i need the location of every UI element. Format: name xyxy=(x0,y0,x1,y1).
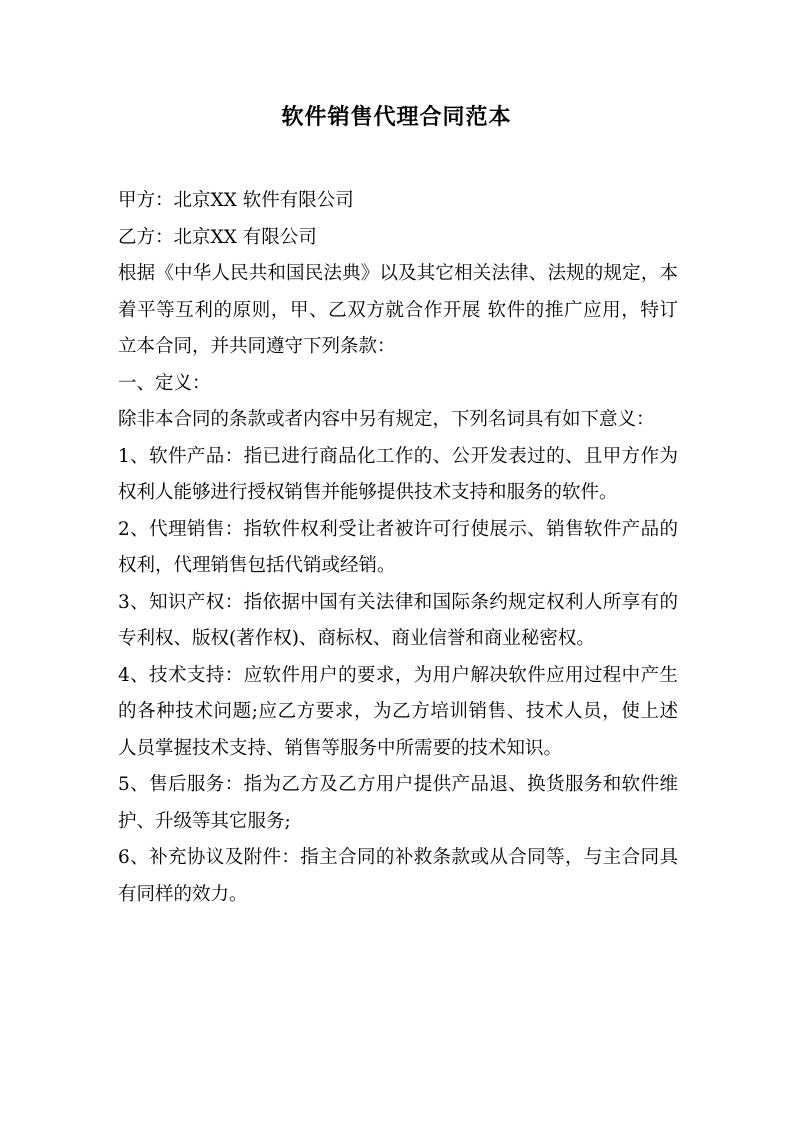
definition-item-6: 6、补充协议及附件：指主合同的补救条款或从合同等，与主合同具有同样的效力。 xyxy=(118,847,678,905)
definition-item-2: 2、代理销售：指软件权利受让者被许可行使展示、销售软件产品的权利，代理销售包括代销或经销。 xyxy=(118,518,678,576)
party-a-line: 甲方：北京XX 软件有限公司 xyxy=(118,190,354,211)
definition-item-5: 5、售后服务：指为乙方及乙方用户提供产品退、换货服务和软件维护、升级等其它服务; xyxy=(118,774,678,832)
section-heading-definitions: 一、定义： xyxy=(118,372,211,394)
document-body xyxy=(118,183,678,913)
definition-item-4: 4、技术支持：应软件用户的要求，为用户解决软件应用过程中产生的各种技术问题;应乙方要求，为乙方培训销售、技术人员，使上述人员掌握技术支持、销售等服务中所需要的技术知识。 xyxy=(118,664,678,759)
definition-item-3: 3、知识产权：指依据中国有关法律和国际条约规定权利人所享有的专利权、版权(著作权)、商标权、商业信誉和商业秘密权。 xyxy=(118,591,678,649)
document-title: 软件销售代理合同范本 xyxy=(281,104,512,130)
definitions-intro: 除非本合同的条款或者内容中另有规定，下列名词具有如下意义： xyxy=(118,409,655,430)
definition-item-1: 1、软件产品：指已进行商品化工作的、公开发表过的、且甲方作为权利人能够进行授权销售并能够提供技术支持和服务的软件。 xyxy=(118,445,678,503)
preamble-paragraph: 根据《中华人民共和国民法典》以及其它相关法律、法规的规定，本着平等互利的原则，甲、乙双方就合作开展 软件的推广应用，特订立本合同，并共同遵守下列条款： xyxy=(118,263,678,357)
party-b-line: 乙方：北京XX 有限公司 xyxy=(118,226,317,248)
